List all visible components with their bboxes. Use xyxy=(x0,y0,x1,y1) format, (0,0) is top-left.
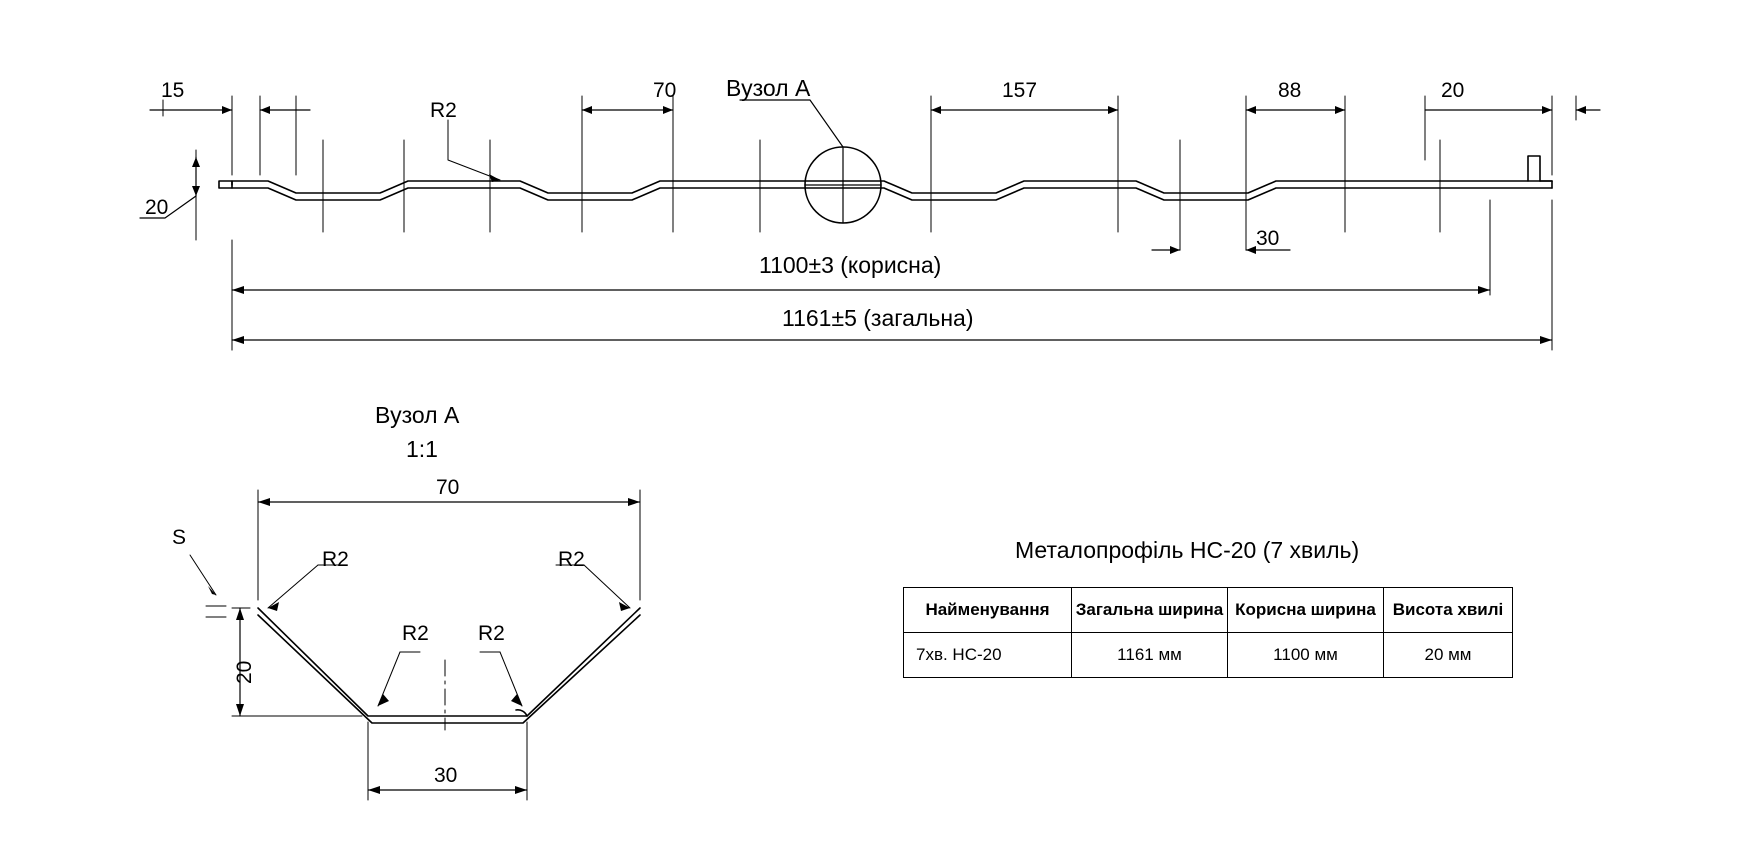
detail-dim-label-70: 70 xyxy=(436,476,460,499)
table-header-wave-height: Висота хвилі xyxy=(1384,588,1513,633)
table-header-name: Найменування xyxy=(904,588,1072,633)
detail-view-title: Вузол А xyxy=(375,402,460,428)
detail-r2-leader-1 xyxy=(268,565,318,608)
detail-callout-label: Вузол А xyxy=(726,75,811,101)
r2-leader-top xyxy=(448,120,500,180)
spec-table-title: Металопрофіль НС-20 (7 хвиль) xyxy=(1015,537,1360,563)
dim-label-useful-width: 1100±3 (корисна) xyxy=(759,252,942,278)
table-cell-name: 7хв. НС-20 xyxy=(904,633,1072,678)
dim-label-r2-top: R2 xyxy=(430,99,457,122)
detail-r2-leader-3 xyxy=(378,652,400,706)
detail-thickness-label: S xyxy=(172,526,187,549)
detail-r2-leader-2 xyxy=(584,565,630,608)
dim-label-70: 70 xyxy=(653,79,677,102)
detail-s-leader xyxy=(190,555,216,595)
table-cell-wave-height: 20 мм xyxy=(1384,633,1513,678)
dim-label-88: 88 xyxy=(1278,79,1302,102)
detail-dim-label-30: 30 xyxy=(434,764,458,787)
spec-table xyxy=(903,587,1513,678)
dim-label-157: 157 xyxy=(1002,79,1038,102)
right-flange xyxy=(1528,156,1552,188)
table-cell-total-width: 1161 мм xyxy=(1072,633,1228,678)
detail-r2-label-3: R2 xyxy=(402,622,429,645)
detail-thickness-ticks xyxy=(206,606,226,617)
detail-r2-label-1: R2 xyxy=(322,548,349,571)
detail-view-scale: 1:1 xyxy=(406,436,438,462)
dim-label-30-valley: 30 xyxy=(1256,227,1280,250)
table-header-row xyxy=(904,588,1513,633)
dim-label-20-height: 20 xyxy=(145,196,169,219)
dim-label-overall-width: 1161±5 (загальна) xyxy=(782,305,974,331)
table-cell-useful-width: 1100 мм xyxy=(1228,633,1384,678)
detail-outer-contour xyxy=(258,608,640,716)
profile-bottom-contour xyxy=(232,188,1552,200)
detail-leader xyxy=(740,100,843,147)
left-flange xyxy=(219,181,232,188)
detail-r2-leader-4 xyxy=(500,652,522,706)
table-header-total-width: Загальна ширина xyxy=(1072,588,1228,633)
dim-label-15: 15 xyxy=(161,79,185,102)
detail-dim-label-20: 20 xyxy=(233,660,256,684)
detail-r2-label-2: R2 xyxy=(558,548,585,571)
detail-r2-label-4: R2 xyxy=(478,622,505,645)
detail-inner-contour xyxy=(258,615,640,723)
detail-corner-radius xyxy=(516,710,527,716)
table-row xyxy=(904,633,1513,678)
dim-label-20-right: 20 xyxy=(1441,79,1465,102)
table-header-useful-width: Корисна ширина xyxy=(1228,588,1384,633)
